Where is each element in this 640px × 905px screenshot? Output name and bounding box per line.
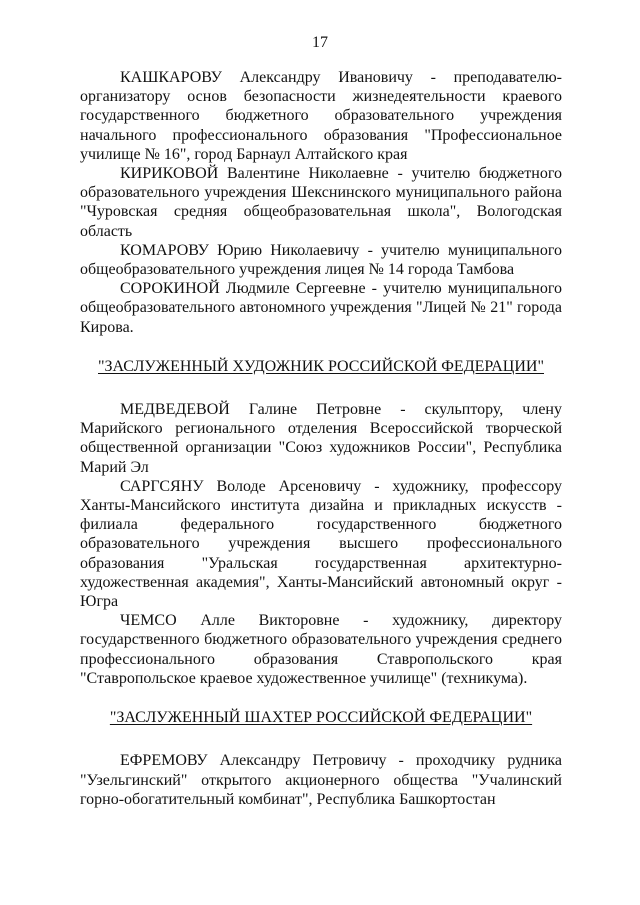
section-honored-miner [80,708,562,809]
award-entry: КОМАРОВУ Юрию Николаевичу - учителю муниципального общеобразовательного учреждения лицея № 14 города Тамбова [80,241,562,279]
award-entry: ЕФРЕМОВУ Александру Петровичу - проходчику рудника "Узельгинский" открытого акционерного общества "Учалинский горно-обогатительный комбинат", Республика Башкортостан [80,752,562,808]
section-heading: "ЗАСЛУЖЕННЫЙ ШАХТЕР РОССИЙСКОЙ ФЕДЕРАЦИИ" [109,709,533,727]
award-entry: КИРИКОВОЙ Валентине Николаевне - учителю бюджетного образовательного учреждения Шекснинского муниципального района "Чуровская средняя общеобразовательная школа", Вологодская область [80,165,562,240]
award-entry: ЧЕМСО Алле Викторовне - художнику, директору государственного бюджетного образовательного учреждения среднего профессионального образования Ставропольского края "Ставропольское краевое художественное училище" (техникума). [80,612,562,687]
award-entry: САРГСЯНУ Володе Арсеновичу - художнику, профессору Ханты-Мансийского института дизайна и прикладных искусств - филиала федерального государственного бюджетного образовательного учреждения высшего профессионального образования "Уральская государственная архитектурно-художественная академия", Ханты-Мансийский автономный округ - Югра [80,477,562,611]
award-entry: СОРОКИНОЙ Людмиле Сергеевне - учителю муниципального общеобразовательного автономного учреждения "Лицей № 21" города Кирова. [80,280,562,336]
section-awards-continuation [80,68,562,337]
page-number: 17 [312,34,328,51]
document-body [80,68,562,809]
section-honored-artist [80,357,562,688]
section-heading: "ЗАСЛУЖЕННЫЙ ХУДОЖНИК РОССИЙСКОЙ ФЕДЕРАЦИИ" [98,357,544,375]
award-entry: КАШКАРОВУ Александру Ивановичу - преподавателю-организатору основ безопасности жизнедеятельности краевого государственного бюджетного образовательного учреждения начального профессионального образования "Профессиональное училище № 16", город Барнаул Алтайского края [80,69,562,163]
award-entry: МЕДВЕДЕВОЙ Галине Петровне - скульптору, члену Марийского регионального отделения Всероссийской творческой общественной организации "Союз художников России", Республика Марий Эл [80,401,562,476]
